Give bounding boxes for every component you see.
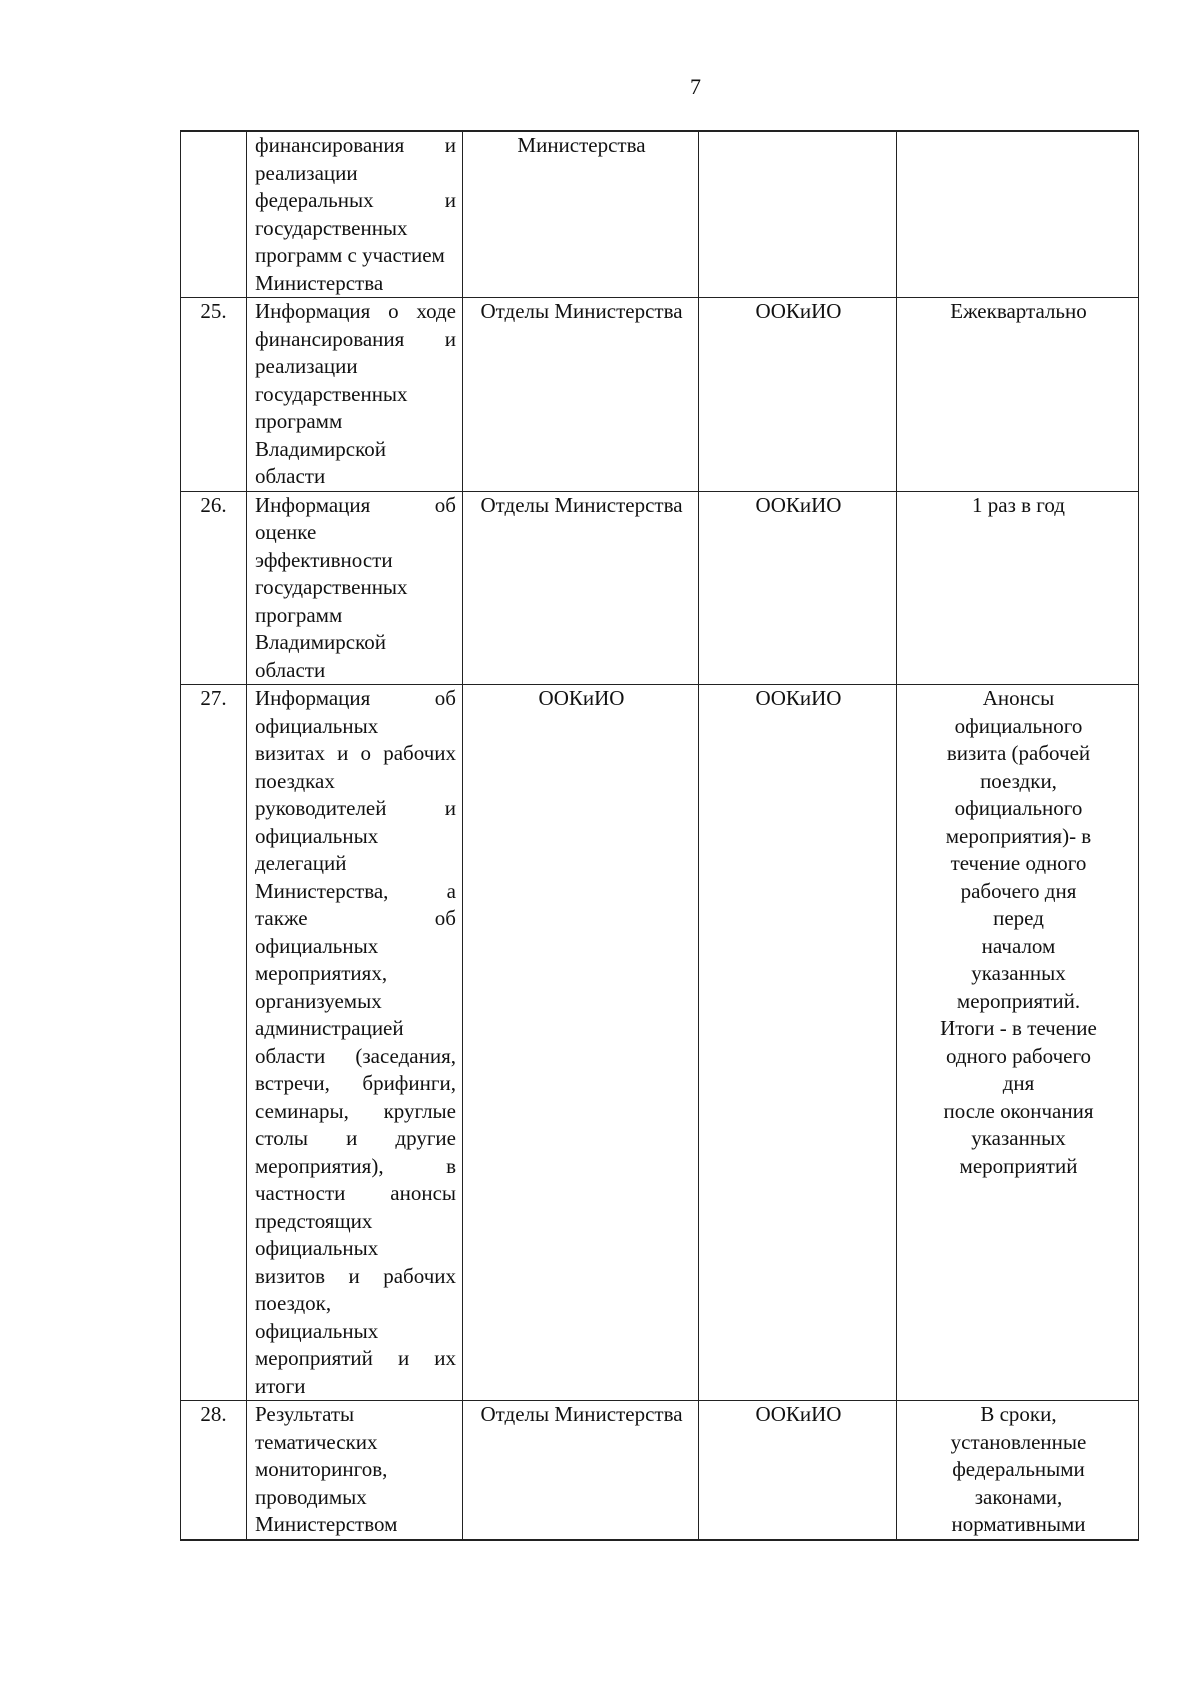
information-name-line: Владимирской	[255, 436, 386, 461]
information-name-line: государственных	[255, 575, 408, 599]
responsible-cell: Отделы Министерства	[463, 1401, 699, 1540]
information-name-line: Информация об	[255, 686, 456, 710]
information-name-line: официальных	[255, 823, 379, 848]
responsible-cell: Министерства	[463, 131, 699, 298]
schedule-line: Итоги - в течение	[940, 1016, 1097, 1040]
schedule-line: законами,	[974, 1484, 1063, 1509]
information-name-line: руководителей и	[255, 796, 456, 820]
schedule-line: началом	[981, 933, 1056, 958]
information-name-line: поездок,	[255, 1291, 332, 1315]
information-name-cell	[247, 298, 463, 492]
information-name-line: программ	[255, 409, 343, 433]
information-name-line: Информация об	[255, 492, 456, 517]
publisher-cell: ООКиИО	[699, 1401, 897, 1540]
schedule-cell: 1 раз в год	[897, 491, 1139, 685]
information-name-line: мониторингов,	[255, 1457, 388, 1481]
schedule-line: перед	[993, 906, 1044, 930]
information-name-line: финансирования и	[255, 133, 456, 157]
information-name-line: программ	[255, 602, 343, 627]
information-name-line: встречи, брифинги,	[255, 1071, 456, 1095]
information-name-line: Владимирской	[255, 630, 386, 654]
schedule-line: мероприятий	[959, 1153, 1078, 1178]
schedule-line: указанных	[971, 961, 1066, 985]
information-name-line: оценке	[255, 520, 317, 544]
responsible-cell: Отделы Министерства	[463, 491, 699, 685]
schedule-line: нормативными	[951, 1512, 1086, 1536]
information-name-line: проводимых	[255, 1484, 367, 1509]
information-name-line: визитов и рабочих	[255, 1263, 456, 1288]
information-name-line: эффективности	[255, 547, 393, 572]
information-name-line: администрацией	[255, 1016, 404, 1040]
publisher-cell: ООКиИО	[699, 491, 897, 685]
information-name-line: области	[255, 657, 326, 682]
schedule-line: федеральными	[952, 1457, 1085, 1481]
information-name-line: Министерством	[255, 1512, 398, 1536]
row-number-cell: 28.	[181, 1401, 247, 1540]
information-name-line: области	[255, 464, 326, 488]
information-name-line: государственных	[255, 381, 408, 406]
information-name-cell	[247, 1401, 463, 1540]
schedule-cell	[897, 131, 1139, 298]
information-name-line: реализации	[255, 354, 358, 378]
information-name-line: делегаций	[255, 851, 347, 875]
information-name-line: мероприятия), в	[255, 1153, 456, 1178]
information-name-line: Министерства	[255, 270, 384, 295]
publisher-cell: ООКиИО	[699, 685, 897, 1401]
publisher-cell: ООКиИО	[699, 298, 897, 492]
information-name-line: частности анонсы	[255, 1181, 456, 1205]
reporting-table	[180, 130, 1139, 1541]
schedule-line: визита (рабочей	[946, 741, 1091, 765]
schedule-line: установленные	[950, 1429, 1087, 1454]
information-name-line: официальных	[255, 1318, 379, 1343]
information-name-line: государственных	[255, 215, 408, 240]
table-row	[181, 298, 1139, 492]
schedule-cell	[897, 685, 1139, 1401]
schedule-line: официального	[954, 796, 1083, 820]
information-name-line: Информация о ходе	[255, 299, 456, 323]
information-name-cell	[247, 131, 463, 298]
schedule-cell	[897, 1401, 1139, 1540]
information-name-cell	[247, 491, 463, 685]
information-name-line: официальных	[255, 713, 379, 738]
schedule-line: В сроки,	[980, 1402, 1057, 1426]
information-name-line: организуемых	[255, 988, 382, 1013]
table-body	[181, 131, 1139, 1540]
schedule-line: Анонсы	[982, 686, 1055, 710]
information-name-line: визитах и о рабочих	[255, 741, 456, 765]
information-name-line: семинары, круглые	[255, 1098, 456, 1123]
information-name-line: реализации	[255, 160, 358, 185]
schedule-line: после окончания	[943, 1098, 1094, 1123]
publisher-cell	[699, 131, 897, 298]
row-number-cell: 27.	[181, 685, 247, 1401]
schedule-line: поездки,	[980, 768, 1057, 793]
row-number-cell: 25.	[181, 298, 247, 492]
information-name-cell	[247, 685, 463, 1401]
page-number: 7	[690, 74, 701, 99]
schedule-line: дня	[1002, 1071, 1035, 1095]
information-name-line: финансирования и	[255, 326, 456, 351]
information-name-line: итоги	[255, 1373, 306, 1398]
responsible-cell: ООКиИО	[463, 685, 699, 1401]
row-number-cell	[181, 131, 247, 298]
table-row	[181, 685, 1139, 1401]
information-name-line: мероприятий и их	[255, 1346, 456, 1370]
information-name-line: тематических	[255, 1429, 378, 1454]
schedule-line: одного рабочего	[945, 1043, 1092, 1068]
information-name-line: предстоящих	[255, 1208, 373, 1233]
table-row	[181, 1401, 1139, 1540]
information-name-line: также об	[255, 906, 456, 930]
information-name-line: официальных	[255, 933, 379, 958]
information-name-line: поездках	[255, 768, 335, 793]
information-name-line: официальных	[255, 1236, 379, 1260]
schedule-line: мероприятий.	[956, 988, 1081, 1013]
table-row	[181, 491, 1139, 685]
schedule-line: мероприятия)- в	[945, 823, 1092, 848]
information-name-line: Результаты	[255, 1402, 355, 1426]
table-row	[181, 131, 1139, 298]
schedule-line: указанных	[971, 1126, 1066, 1150]
information-name-line: области (заседания,	[255, 1043, 456, 1068]
schedule-line: рабочего дня	[960, 878, 1077, 903]
information-name-line: программ с участием	[255, 243, 445, 267]
row-number-cell: 26.	[181, 491, 247, 685]
information-name-line: столы и другие	[255, 1126, 456, 1150]
information-name-line: мероприятиях,	[255, 961, 388, 985]
information-name-line: федеральных и	[255, 188, 456, 212]
schedule-line: течение одного	[950, 851, 1087, 875]
responsible-cell: Отделы Министерства	[463, 298, 699, 492]
schedule-line: официального	[954, 713, 1083, 738]
information-name-line: Министерства, а	[255, 878, 456, 903]
schedule-cell: Ежеквартально	[897, 298, 1139, 492]
